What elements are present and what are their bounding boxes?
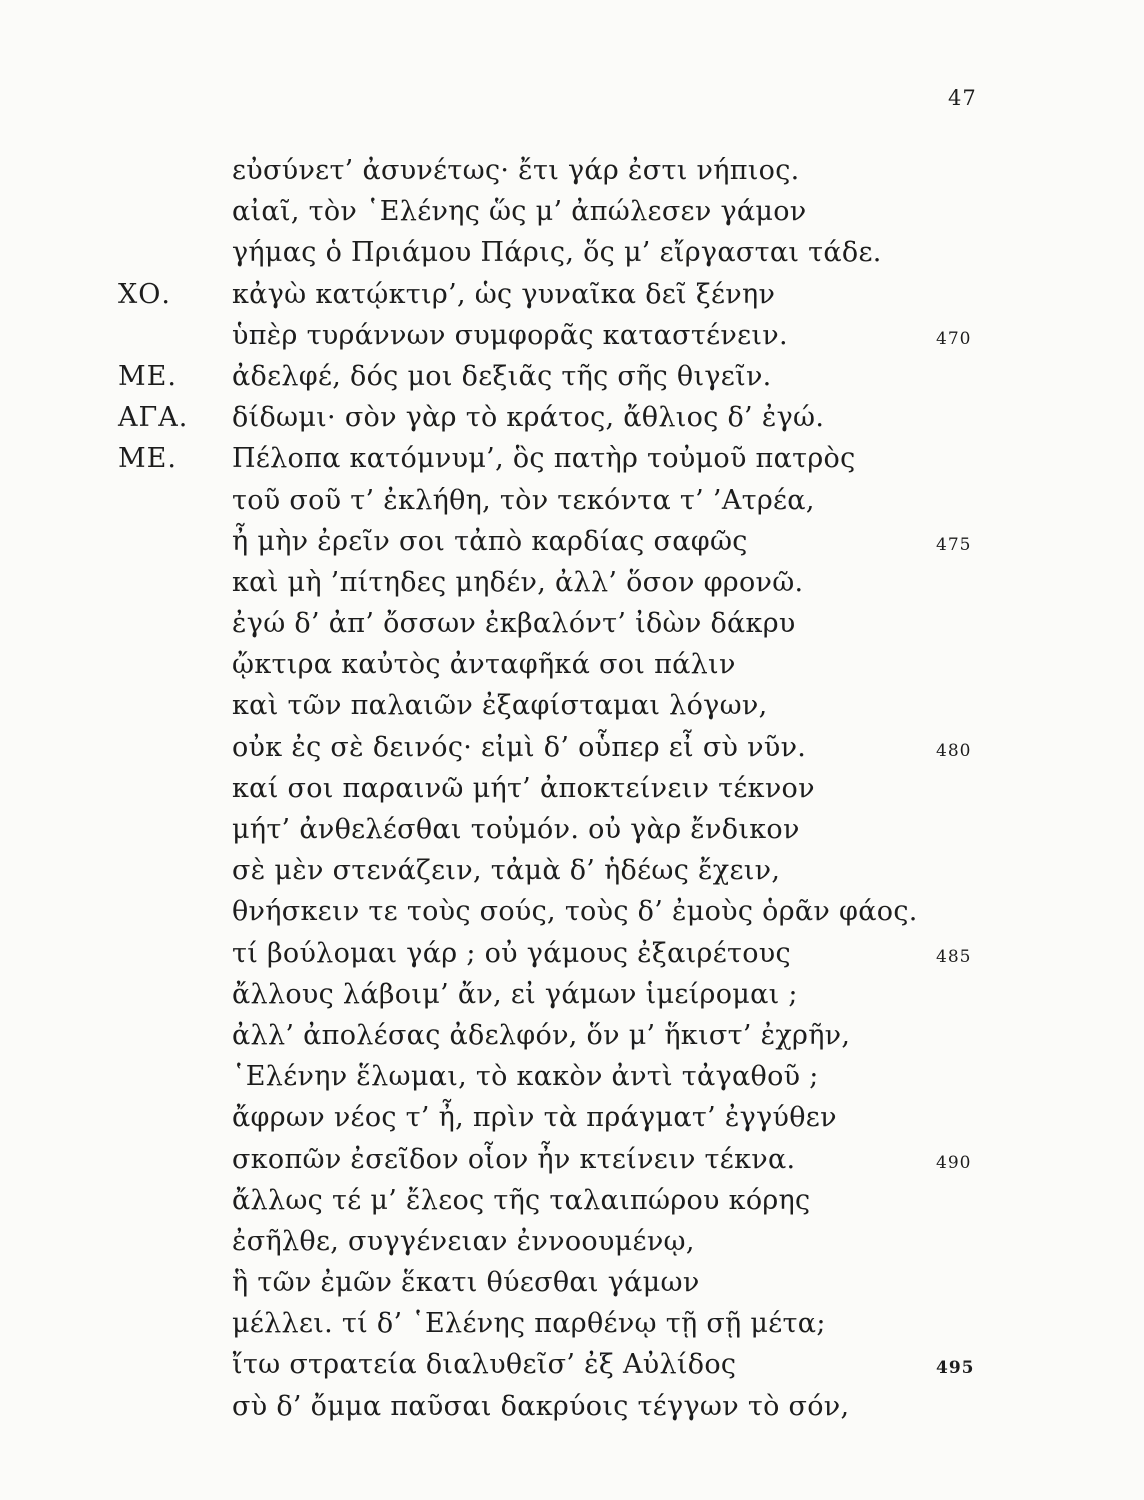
- page-number: 47: [948, 86, 977, 110]
- verse-text: ἦ μὴν ἐρεῖν σοι τἀπὸ καρδίας σαφῶς: [232, 525, 748, 557]
- verse-text: ᾤκτιρα καὐτὸς ἀνταφῆκά σοι πάλιν: [232, 649, 736, 681]
- verse-line: [0, 809, 1144, 850]
- verse-line: [0, 933, 1144, 974]
- speaker-label: ΜΕ.: [118, 443, 177, 475]
- line-number: 470: [936, 328, 972, 349]
- verse-line: [0, 768, 1144, 809]
- line-number: 490: [936, 1152, 972, 1173]
- verse-text: γήμας ὁ Πριάμου Πάρις, ὅς μ’ εἴργασται τάδε.: [232, 237, 882, 269]
- verse-line: [0, 1097, 1144, 1138]
- verse-text: ἀδελφέ, δός μοι δεξιᾶς τῆς σῆς θιγεῖν.: [232, 360, 772, 392]
- verse-line: [0, 1180, 1144, 1221]
- verse-line: [0, 274, 1144, 315]
- verse-text: τοῦ σοῦ τ’ ἐκλήθη, τὸν τεκόντα τ’ ’Ατρέα,: [232, 484, 815, 516]
- verse-line: [0, 1386, 1144, 1427]
- verse-text: Πέλοπα κατόμνυμ’, ὃς πατὴρ τοὐμοῦ πατρὸς: [232, 443, 856, 475]
- verse-line: [0, 1344, 1144, 1385]
- speaker-label: ΧΟ.: [118, 278, 171, 310]
- verse-text: καὶ μὴ ’πίτηδες μηδέν, ἀλλ’ ὅσον φρονῶ.: [232, 566, 804, 598]
- line-number: 485: [936, 946, 972, 967]
- verse-block: [0, 150, 1144, 1427]
- verse-line: [0, 1221, 1144, 1262]
- verse-text: θνήσκειν τε τοὺς σούς, τοὺς δ’ ἐμοὺς ὁρᾶν φάος.: [232, 896, 918, 928]
- verse-line: [0, 397, 1144, 438]
- verse-line: [0, 521, 1144, 562]
- speaker-label: ΜΕ.: [118, 360, 177, 392]
- verse-text: ἐγώ δ’ ἀπ’ ὄσσων ἐκβαλόντ’ ἰδὼν δάκρυ: [232, 608, 796, 640]
- verse-text: καὶ τῶν παλαιῶν ἐξαφίσταμαι λόγων,: [232, 690, 768, 722]
- verse-line: [0, 356, 1144, 397]
- verse-text: εὐσύνετ’ ἀσυνέτως· ἔτι γάρ ἐστι νήπιος.: [232, 155, 800, 186]
- verse-line: [0, 1262, 1144, 1303]
- verse-text: ῾Ελένην ἕλωμαι, τὸ κακὸν ἀντὶ τἀγαθοῦ ;: [232, 1061, 819, 1093]
- verse-text: αἰαῖ, τὸν ῾Ελένης ὥς μ’ ἀπώλεσεν γάμον: [232, 196, 807, 228]
- verse-text: καί σοι παραινῶ μήτ’ ἀποκτείνειν τέκνον: [232, 772, 815, 804]
- verse-line: [0, 562, 1144, 603]
- verse-text: οὐκ ἐς σὲ δεινός· εἰμὶ δ’ οὗπερ εἶ σὺ νῦν.: [232, 731, 807, 763]
- verse-line: [0, 315, 1144, 356]
- verse-line: [0, 644, 1144, 685]
- verse-text: σὺ δ’ ὄμμα παῦσαι δακρύοις τέγγων τὸ σόν,: [232, 1390, 850, 1422]
- verse-line: [0, 438, 1144, 479]
- verse-line: [0, 727, 1144, 768]
- line-number: 480: [936, 740, 972, 761]
- line-number: 475: [936, 534, 972, 555]
- verse-line: [0, 1139, 1144, 1180]
- verse-line: [0, 891, 1144, 932]
- verse-line: [0, 480, 1144, 521]
- verse-line: [0, 1015, 1144, 1056]
- verse-text: σὲ μὲν στενάζειν, τἀμὰ δ’ ἡδέως ἔχειν,: [232, 855, 781, 887]
- verse-line: [0, 603, 1144, 644]
- verse-text: κἀγὼ κατῴκτιρ’, ὡς γυναῖκα δεῖ ξένην: [232, 278, 776, 310]
- verse-line: [0, 974, 1144, 1015]
- verse-line: [0, 232, 1144, 273]
- verse-line: [0, 150, 1144, 191]
- verse-text: ἐσῆλθε, συγγένειαν ἐννοουμένῳ,: [232, 1225, 695, 1257]
- verse-text: ἄλλως τέ μ’ ἔλεος τῆς ταλαιπώρου κόρης: [232, 1184, 811, 1216]
- verse-line: [0, 685, 1144, 726]
- verse-text: ἄλλους λάβοιμ’ ἄν, εἰ γάμων ἱμείρομαι ;: [232, 978, 798, 1010]
- verse-text: σκοπῶν ἐσεῖδον οἷον ἦν κτείνειν τέκνα.: [232, 1143, 796, 1175]
- verse-text: δίδωμι· σὸν γὰρ τὸ κράτος, ἄθλιος δ’ ἐγώ.: [232, 402, 825, 434]
- line-number: 495: [936, 1358, 975, 1379]
- verse-text: μήτ’ ἀνθελέσθαι τοὐμόν. οὐ γὰρ ἔνδικον: [232, 814, 800, 845]
- verse-text: ἀλλ’ ἀπολέσας ἀδελφόν, ὅν μ’ ἥκιστ’ ἐχρῆν,: [232, 1019, 851, 1051]
- verse-text: ἴτω στρατεία διαλυθεῖσ’ ἐξ Αὐλίδος: [232, 1349, 737, 1381]
- speaker-label: ΑΓΑ.: [118, 402, 189, 434]
- verse-text: ἄφρων νέος τ’ ἦ, πρὶν τὰ πράγματ’ ἐγγύθεν: [232, 1102, 837, 1134]
- verse-text: ἣ τῶν ἐμῶν ἕκατι θύεσθαι γάμων: [232, 1267, 700, 1299]
- verse-line: [0, 1303, 1144, 1344]
- verse-text: ὑπὲρ τυράννων συμφορᾶς καταστένειν.: [232, 319, 788, 351]
- verse-line: [0, 191, 1144, 232]
- verse-line: [0, 850, 1144, 891]
- verse-text: τί βούλομαι γάρ ; οὐ γάμους ἐξαιρέτους: [232, 937, 791, 969]
- verse-line: [0, 1056, 1144, 1097]
- verse-text: μέλλει. τί δ’ ῾Ελένης παρθένῳ τῇ σῇ μέτα;: [232, 1308, 826, 1340]
